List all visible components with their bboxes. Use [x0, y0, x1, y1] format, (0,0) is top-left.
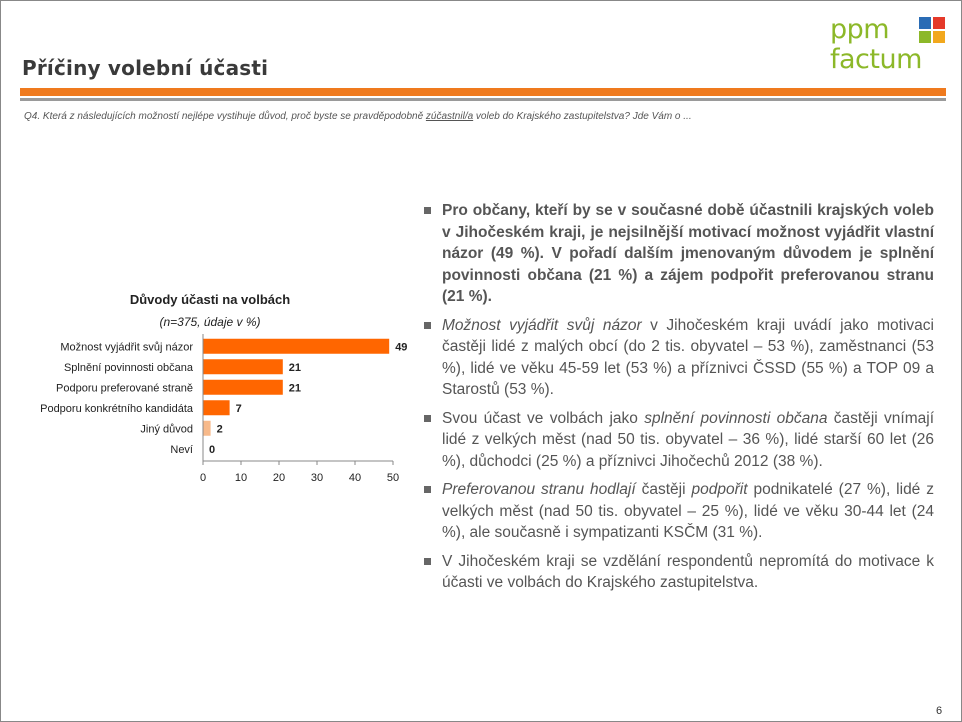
category-label-5: Neví: [170, 443, 193, 456]
finding-text-1-0: Možnost vyjádřit svůj názor: [442, 316, 642, 334]
finding-text-2-0: Svou účast ve volbách jako: [442, 409, 645, 427]
finding-text-3-3: podnikatelé (27 %), lidé z velkých měst (nad 50 tis. obyvatel – 25 %), lidé ve věku 30-44 let (24 %), ale současně i sympatizanti KSČM (31 %).: [442, 481, 934, 541]
category-label-0: Možnost vyjádřit svůj názor: [60, 341, 193, 354]
chart-title: Důvody účasti na volbách: [129, 292, 291, 307]
data-label-3: 7: [235, 402, 242, 415]
x-tick-label-3: 30: [310, 472, 324, 484]
data-label-4: 2: [216, 423, 223, 436]
category-label-4: Jiný důvod: [140, 423, 193, 436]
finding-text-4-0: V Jihočeském kraji se vzdělání respondentů nepromítá do motivace k účasti ve volbách do Krajského zastupitelstva.: [442, 552, 934, 591]
header-divider: [20, 98, 946, 101]
bar-2: [203, 380, 283, 395]
bar-4: [203, 421, 211, 436]
category-label-3: Podporu konkrétního kandidáta: [40, 402, 193, 415]
data-label-1: 21: [288, 361, 302, 374]
finding-item-2: [422, 408, 934, 473]
x-tick-label-5: 50: [386, 472, 400, 484]
bullet-square-icon: [424, 486, 431, 493]
finding-item-0: [422, 200, 934, 308]
finding-text-2-2: častěji vnímají lidé z velkých měst (nad 50 tis. obyvatel – 36 %), lidé starší 60 let (26 %), důchodci (25 %) a příznivci Jihočechů 2012 (38 %).: [442, 409, 934, 470]
logo-pinwheel-icon: [918, 16, 946, 44]
header-accent-bar: [20, 88, 946, 96]
logo-word-factum: factum: [830, 44, 922, 75]
bullet-square-icon: [424, 207, 431, 214]
bar-1: [203, 359, 283, 374]
ppm-factum-logo: [830, 14, 950, 76]
x-tick-label-4: 40: [348, 472, 362, 484]
bar-3: [203, 400, 230, 415]
finding-text-3-1: častěji: [635, 481, 692, 498]
finding-item-4: [422, 551, 934, 594]
category-label-1: Splnění povinnosti občana: [63, 361, 193, 374]
finding-text-2-1: splnění povinnosti občana: [644, 409, 828, 427]
question-text-end: voleb do Krajského zastupitelstva? Jde Vám o ...: [473, 111, 692, 122]
page-title: Příčiny volební účasti: [22, 56, 269, 80]
finding-text-1-1: v Jihočeském kraji uvádí jako motivaci častěji lidé z malých obcí (do 2 tis. obyvatel – 53 %), zaměstnanci (53 %), lidé ve věku 45-59 let (53 %) a příznivci ČSSD (55 %) a TOP 09 a Starostů (53 %).: [442, 316, 934, 398]
logo-word-ppm: ppm: [830, 14, 890, 45]
finding-text-0-0: Pro občany, kteří by se v současné době účastnili krajských voleb v Jihočeském kraji, je nejsilnější motivací možnost vyjádřit vlastní názor (49 %). V pořadí dalším jmenovaným důvodem je splnění povinnosti občana (21 %) a zájem podpořit preferovanou stranu (21 %).: [442, 202, 934, 305]
finding-item-1: [422, 315, 934, 401]
question-text-start: Q4. Která z následujících možností nejlépe vystihuje důvod, proč byste se pravděpodobně: [24, 111, 426, 122]
findings-list: [422, 200, 934, 601]
finding-item-3: [422, 479, 934, 544]
x-tick-label-1: 10: [234, 472, 248, 484]
page-number: 6: [936, 705, 943, 717]
x-tick-label-2: 20: [272, 472, 286, 484]
data-label-2: 21: [288, 382, 302, 395]
reasons-bar-chart: [0, 330, 410, 500]
bar-0: [203, 339, 389, 354]
survey-question: [24, 111, 924, 122]
chart-subtitle: (n=375, údaje v %): [159, 315, 261, 329]
finding-text-3-2: podpořit: [691, 481, 748, 498]
data-label-0: 49: [395, 341, 408, 354]
finding-text-3-0: Preferovanou stranu hodlají: [442, 481, 636, 498]
category-label-2: Podporu preferované straně: [56, 382, 193, 395]
x-tick-label-0: 0: [199, 472, 207, 484]
data-label-5: 0: [209, 443, 216, 456]
bullet-square-icon: [424, 322, 431, 329]
question-text-underlined: zúčastnil/a: [425, 111, 474, 122]
bullet-square-icon: [424, 415, 431, 422]
bullet-square-icon: [424, 558, 431, 565]
